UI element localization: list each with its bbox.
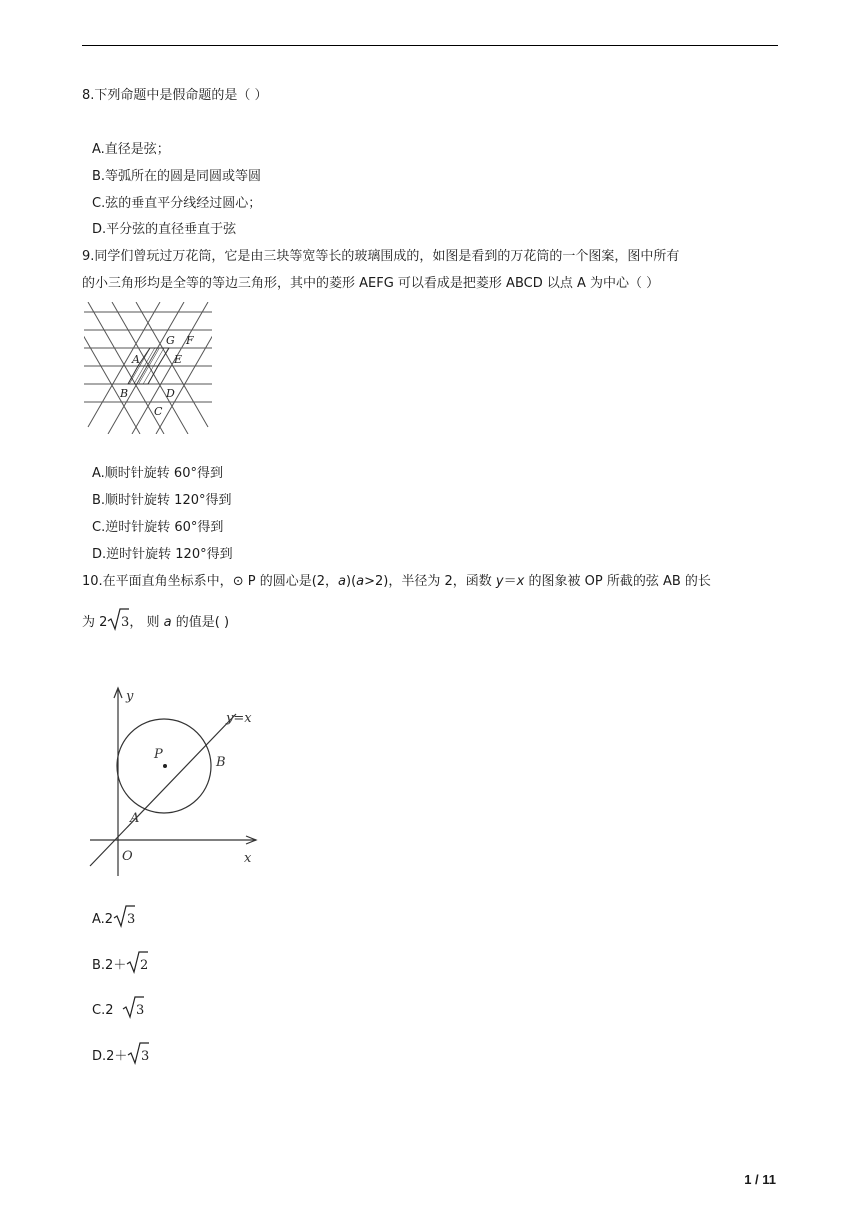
q8-stem: 8.下列命题中是假命题的是（ ）: [82, 88, 268, 103]
label-f: F: [186, 334, 194, 347]
label-o: O: [122, 849, 133, 864]
sqrt-radicand: 3: [127, 912, 136, 927]
page-number: 1 / 11: [744, 1172, 776, 1187]
q10-stem-part: 的图象被 OP 所截的弦 AB 的长: [524, 574, 711, 589]
sqrt-expression: [126, 950, 148, 981]
sqrt-radicand: 2: [140, 958, 149, 973]
label-a: A: [132, 353, 140, 366]
q10-option-b: [92, 950, 148, 981]
label-y-axis: y: [126, 689, 134, 704]
var-x: x: [516, 574, 525, 589]
q10-option-c: [92, 995, 144, 1026]
q9-option-a: A.顺时针旋转 60°得到: [92, 466, 223, 481]
option-prefix: D.2＋: [92, 1049, 128, 1064]
equals-sign: ＝: [503, 574, 517, 589]
q10-stem-line2: [82, 607, 229, 638]
sqrt-icon: [107, 607, 129, 631]
label-d: D: [166, 387, 175, 400]
q10-stem-part: P 的圆心是(2，: [243, 574, 339, 589]
q10-stem-part: 为 2: [82, 615, 108, 630]
sqrt-radicand: 3: [121, 615, 130, 630]
q9-option-d: D.逆时针旋转 120°得到: [92, 547, 233, 562]
option-prefix: B.2＋: [92, 958, 127, 973]
var-a: a: [356, 574, 365, 589]
q9-option-c: C.逆时针旋转 60°得到: [92, 520, 224, 535]
sqrt-expression: [127, 1041, 149, 1072]
sqrt-icon: [113, 904, 135, 928]
coordinate-figure: [86, 684, 262, 880]
option-prefix: A.2: [92, 912, 114, 927]
circle-symbol: ⊙: [232, 574, 244, 589]
option-prefix: C.2: [92, 1003, 122, 1018]
label-b: B: [216, 755, 226, 770]
q10-stem-part: >2)，半径为 2，函数: [364, 574, 496, 589]
q9-option-b: B.顺时针旋转 120°得到: [92, 493, 232, 508]
sqrt-expression: [122, 995, 144, 1026]
label-e: E: [174, 353, 183, 366]
sqrt-expression: [113, 904, 135, 935]
kaleidoscope-figure: [84, 302, 212, 434]
q8-option-a: A.直径是弦；: [92, 142, 170, 157]
sqrt-expression: [107, 607, 129, 638]
var-a: a: [163, 615, 172, 630]
sqrt-radicand: 3: [141, 1049, 150, 1064]
sqrt-icon: [122, 995, 144, 1019]
q8-option-d: D.平分弦的直径垂直于弦: [92, 222, 237, 237]
label-a: A: [130, 811, 140, 826]
label-g: G: [166, 334, 175, 347]
label-x-axis: x: [244, 851, 252, 866]
sqrt-radicand: 3: [135, 1003, 144, 1018]
q8-option-c: C.弦的垂直平分线经过圆心；: [92, 196, 262, 211]
q10-stem-part: )(: [346, 574, 357, 589]
sqrt-icon: [127, 1041, 149, 1065]
label-p: P: [154, 747, 163, 762]
var-a: a: [338, 574, 347, 589]
q9-stem-line1: 9.同学们曾玩过万花筒，它是由三块等宽等长的玻璃围成的，如图是看到的万花筒的一个图案，图中所有: [82, 249, 680, 264]
q10-stem-part: 10.在平面直角坐标系中，: [82, 574, 233, 589]
sqrt-icon: [126, 950, 148, 974]
q10-stem-line1: [82, 572, 711, 592]
label-b: B: [120, 387, 129, 400]
q9-stem-line2: 的小三角形均是全等的等边三角形，其中的菱形 AEFG 可以看成是把菱形 ABCD 以点 A 为中心（ ）: [82, 276, 660, 291]
q10-option-a: [92, 904, 135, 935]
q10-stem-part: 的值是( ): [171, 615, 230, 630]
q10-option-d: [92, 1041, 149, 1072]
q8-option-b: B.等弧所在的圆是同圆或等圆: [92, 169, 262, 184]
header-rule: [82, 45, 778, 46]
label-c: C: [154, 405, 163, 418]
var-y: y: [495, 574, 504, 589]
q10-stem-part: ， 则: [129, 615, 164, 630]
label-line: y=x: [226, 711, 252, 726]
